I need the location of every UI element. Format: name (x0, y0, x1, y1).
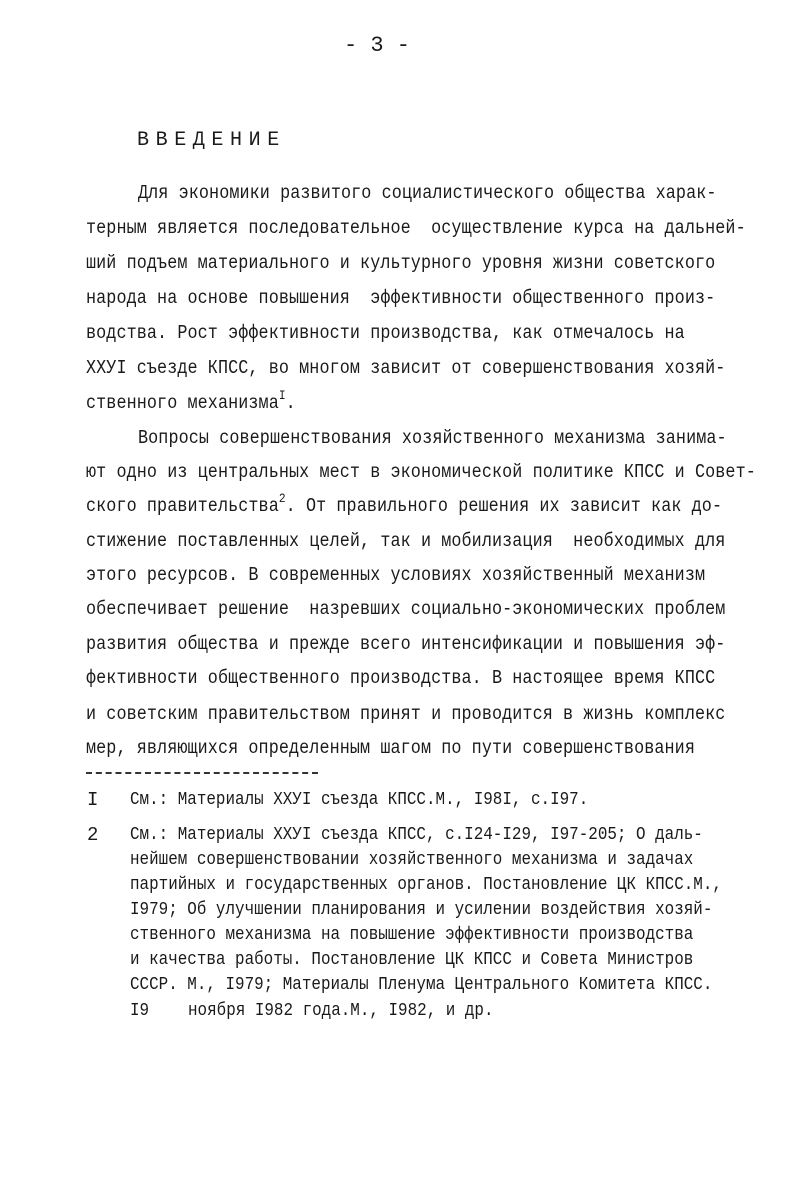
footnote-ref-2: 2 (278, 491, 286, 506)
section-heading: ВВЕДЕНИЕ (137, 129, 286, 152)
footnote-line: партийных и государственных органов. Постановление ЦК КПСС.М., (130, 874, 722, 895)
footnote-number: I (87, 789, 99, 811)
footnote-line: нейшем совершенствовании хозяйственного механизма и задачах (130, 849, 694, 870)
text-line (86, 491, 723, 518)
page-number: - 3 - (344, 33, 411, 58)
footnote-line: I9 (130, 1000, 150, 1021)
footnote-line: ноября I982 года.М., I982, и др. (188, 1000, 494, 1021)
footnote-line: и качества работы. Постановление ЦК КПСС и Совета Министров (130, 949, 694, 970)
text-segment: ского правительства (86, 495, 279, 517)
footnote-line: СССР. М., I979; Материалы Пленума Центрального Комитета КПСС. (130, 974, 713, 995)
footnote-number: 2 (87, 824, 99, 846)
text-line: ХХУI съезде КПСС, во многом зависит от совершенствования хозяй- (86, 357, 726, 379)
text-line: водства. Рост эффективности производства, как отмечалось на (86, 322, 685, 344)
text-line: развития общества и прежде всего интенсификации и повышения эф- (86, 633, 726, 655)
text-line: мер, являющихся определенным шагом по пути совершенствования (86, 737, 695, 759)
footnote-line: ственного механизма на повышение эффективности производства (130, 924, 694, 945)
text-line: ют одно из центральных мест в экономической политике КПСС и Совет- (86, 461, 756, 483)
text-line: и советским правительством принят и проводится в жизнь комплекс (86, 703, 726, 725)
text-segment: . От правильного решения их зависит как до- (285, 495, 723, 517)
footnote-line: I979; Об улучшении планирования и усилении воздействия хозяй- (130, 899, 713, 920)
text-segment: ственного механизма (86, 392, 279, 414)
text-line: Вопросы совершенствования хозяйственного механизма занима- (138, 427, 727, 449)
text-line: народа на основе повышения эффективности общественного произ- (86, 287, 716, 309)
footnote-separator (86, 772, 318, 774)
footnote-line: См.: Материалы ХХУI съезда КПСС, с.I24-I29, I97-205; О даль- (130, 824, 703, 845)
footnote-ref-1: I (278, 388, 286, 403)
text-line: фективности общественного производства. В настоящее время КПСС (86, 667, 716, 689)
text-segment: . (285, 392, 296, 414)
footnote-line: См.: Материалы ХХУI съезда КПСС.М., I98I, с.I97. (130, 789, 589, 810)
text-line: терным является последовательное осуществление курса на дальней- (86, 217, 746, 239)
text-line: стижение поставленных целей, так и мобилизация необходимых для (86, 530, 726, 552)
text-line: обеспечивает решение назревших социально-экономических проблем (86, 598, 726, 620)
text-line: ший подъем материального и культурного уровня жизни советского (86, 252, 716, 274)
text-line: этого ресурсов. В современных условиях хозяйственный механизм (86, 564, 706, 586)
text-line (86, 388, 296, 415)
text-line: Для экономики развитого социалистического общества харак- (138, 182, 717, 204)
